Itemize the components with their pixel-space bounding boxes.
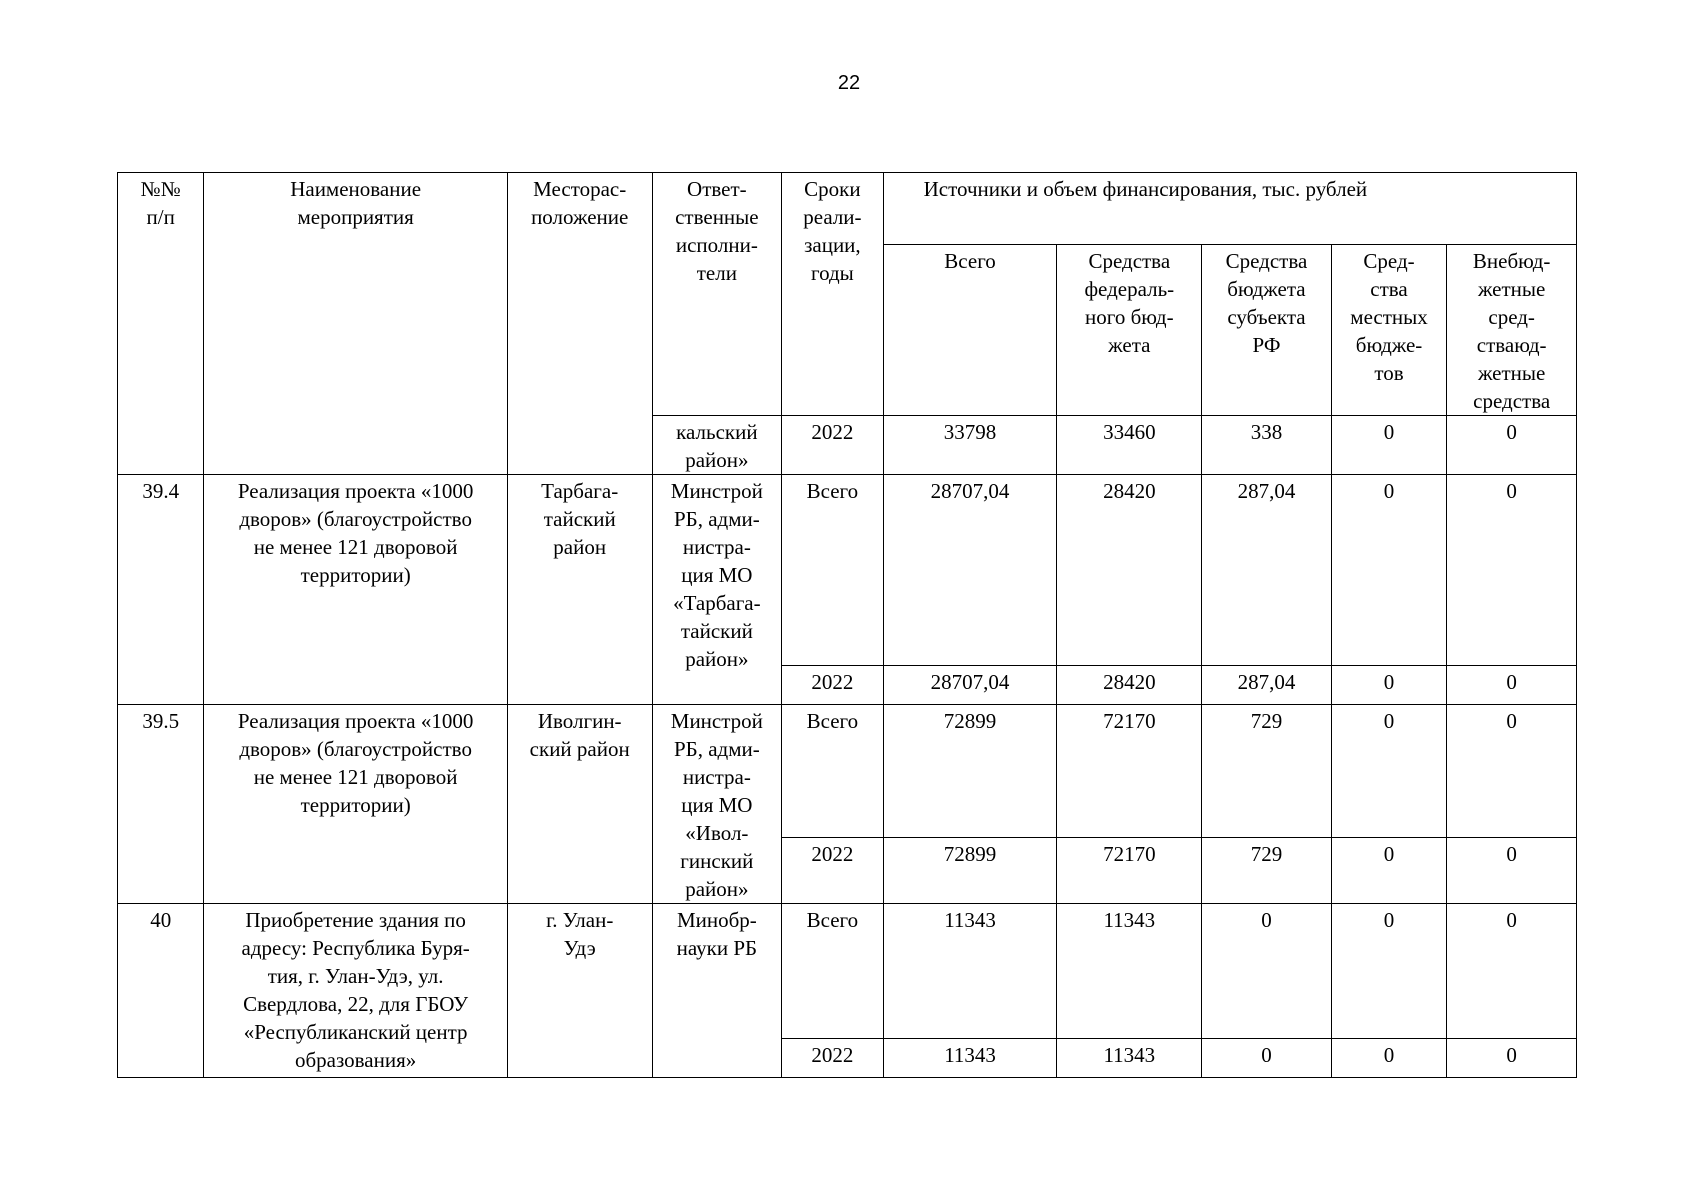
row-federal: 28420 [1057,475,1202,666]
row-federal: 72170 [1057,837,1202,903]
header-local: Сред- ства местных бюдже- тов [1331,245,1447,416]
page-number: 22 [837,72,861,94]
row-responsible: кальский район» [652,416,782,475]
row-responsible: Минобр- науки РБ [652,904,782,1078]
row-extra: 0 [1447,705,1577,838]
header-terms: Сроки реали- зации, годы [782,173,883,416]
row-name: Реализация проекта «1000 дворов» (благоустройство не менее 121 дворовой территории) [204,475,507,705]
row-num: 39.5 [118,705,204,904]
header-total: Всего [883,245,1057,416]
row-location: г. Улан- Удэ [507,904,652,1078]
header-row [118,173,1577,245]
row-num: 40 [118,904,204,1078]
table-row [118,705,1577,838]
header-regional: Средства бюджета субъекта РФ [1202,245,1332,416]
row-regional: 287,04 [1202,666,1332,705]
row-regional: 729 [1202,705,1332,838]
row-local: 0 [1331,837,1447,903]
row-total: 11343 [883,1039,1057,1078]
row-total: 72899 [883,837,1057,903]
header-num: №№ п/п [118,173,204,475]
row-local: 0 [1331,416,1447,475]
row-local: 0 [1331,904,1447,1039]
row-federal: 33460 [1057,416,1202,475]
row-year: 2022 [782,416,883,475]
table-row [118,475,1577,666]
row-local: 0 [1331,1039,1447,1078]
row-name: Реализация проекта «1000 дворов» (благоустройство не менее 121 дворовой территории) [204,705,507,904]
row-responsible: Минстрой РБ, адми- нистра- ция МО «Тарбага- тайский район» [652,475,782,705]
row-regional: 338 [1202,416,1332,475]
row-local: 0 [1331,666,1447,705]
row-extra: 0 [1447,416,1577,475]
row-extra: 0 [1447,666,1577,705]
row-federal: 28420 [1057,666,1202,705]
row-local: 0 [1331,705,1447,838]
row-location: Тарбага- тайский район [507,475,652,705]
row-location: Иволгин- ский район [507,705,652,904]
row-year: 2022 [782,1039,883,1078]
row-num: 39.4 [118,475,204,705]
row-year: 2022 [782,837,883,903]
row-year: Всего [782,705,883,838]
header-sources-title: Источники и объем финансирования, тыс. рублей [883,173,1576,245]
row-year: 2022 [782,666,883,705]
row-extra: 0 [1447,475,1577,666]
header-federal: Средства федераль- ного бюд- жета [1057,245,1202,416]
row-responsible: Минстрой РБ, адми- нистра- ция МО «Ивол- гинский район» [652,705,782,904]
row-federal: 72170 [1057,705,1202,838]
row-federal: 11343 [1057,904,1202,1039]
row-extra: 0 [1447,904,1577,1039]
header-location: Месторас- положение [507,173,652,475]
row-regional: 0 [1202,1039,1332,1078]
row-total: 72899 [883,705,1057,838]
row-regional: 0 [1202,904,1332,1039]
row-total: 11343 [883,904,1057,1039]
header-name: Наименование мероприятия [204,173,507,475]
row-extra: 0 [1447,837,1577,903]
row-regional: 729 [1202,837,1332,903]
row-extra: 0 [1447,1039,1577,1078]
row-federal: 11343 [1057,1039,1202,1078]
row-year: Всего [782,475,883,666]
row-year: Всего [782,904,883,1039]
table-row [118,904,1577,1039]
header-extra: Внебюд- жетные сред- стваюд- жетные средства [1447,245,1577,416]
financing-table [117,172,1577,1078]
row-name: Приобретение здания по адресу: Республика Буря- тия, г. Улан-Удэ, ул. Свердлова, 22, для ГБОУ «Республиканский центр образования» [204,904,507,1078]
row-regional: 287,04 [1202,475,1332,666]
header-responsible: Ответ- ственные исполни- тели [652,173,782,416]
row-local: 0 [1331,475,1447,666]
row-total: 28707,04 [883,666,1057,705]
row-total: 33798 [883,416,1057,475]
row-total: 28707,04 [883,475,1057,666]
